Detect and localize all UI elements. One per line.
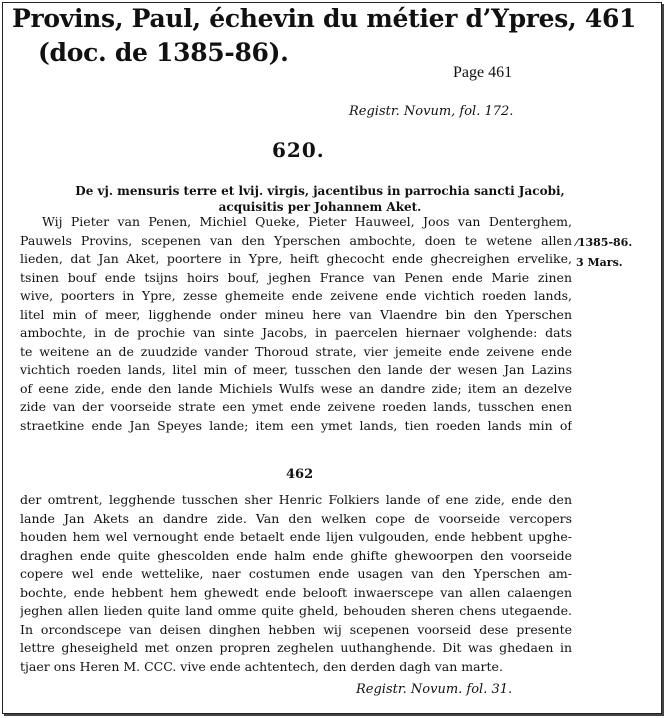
document-number: 620. [272,138,325,162]
text-line: draghen ende quite ghescolden ende halm ende ghifte ghewoorpen den voorseide [20,547,572,563]
text-line: zide van der voorseide strate een ymet ende zeivene roeden lands, tusschen enen [20,399,572,414]
text-line: der omtrent, legghende tusschen sher Henric Folkiers lande of ene zide, ende den [20,492,572,507]
entry-heading-date: (doc. de 1385-86). [38,38,289,67]
text-line: Wij Pieter van Penen, Michiel Queke, Pieter Hauweel, Joos van Denterghem, [42,214,572,229]
text-line: wive, poorters in Ypre, zesse ghemeite ende zeivene ende vichtich roeden lands, [20,288,572,303]
document-title-line-2: acquisitis per Johannem Aket. [218,200,422,214]
margin-date: ⁄1385-86. [576,236,633,249]
text-line: ambochte, in de prochie van sinte Jacobs, in paercelen hiernaer volghende: dats [20,325,572,340]
text-line: lettre gheseigheld met onzen propren zeghelen uuthanghende. Dit was ghedaen in [20,640,572,655]
page-label: Page 461 [453,64,513,81]
text-line: tjaer ons Heren M. CCC. vive ende achtentech, den derden dagh van marte. [20,658,503,674]
text-line: vichtich roeden lands, litel min of meer, tusschen den lande der wesen Jan Lazins [20,362,572,377]
text-line: lande Jan Akets an dandre zide. Van den welken cope de voorseide vercopers [20,510,572,526]
charter-text-part-2 [20,491,572,676]
margin-day: 3 Mars. [576,256,623,269]
text-line: jeghen allen lieden quite land omme quite gheld, behouden sheren chens utegaende. [20,603,572,618]
page-number-mid: 462 [286,467,314,482]
text-line: lieden, dat Jan Aket, poortere in Ypre, heift ghecocht ende ghecreighen ervelike, [20,251,572,266]
source-reference-bottom: Registr. Novum. fol. 31. [356,682,513,697]
text-line: In orcondscepe van deisen dinghen hebben wij scepenen voorseid dese presente [20,621,572,637]
text-line: houden hem wel vernought ende betaelt ende lijen vulgouden, ende hebbent upghe- [20,529,572,544]
text-line: tsinen bouf ende tsijns hoirs bouf, jeghen France van Penen ende Marie zinen [20,269,572,285]
text-line: of eene zide, ende den lande Michiels Wulfs wese an dandre zide; item an dezelve [20,380,572,396]
text-line: copere wel ende wettelike, naer costumen ende usagen van den Yperschen am- [20,566,572,581]
document-title-line-1: De vj. mensuris terre et lvij. virgis, jacentibus in parrochia sancti Jacobi, [75,184,565,198]
charter-text-part-1 [20,213,572,435]
text-line: straetkine ende Jan Speyes lande; item een ymet lands, tien roeden lands min of [20,417,572,433]
entry-heading: Provins, Paul, échevin du métier d’Ypres, 461 [12,4,637,33]
text-line: te weitene an de zuudzide vander Thoroud strate, vier jemeite ende zeivene ende [20,343,572,359]
text-line: Pauwels Provins, scepenen van den Yperschen ambochte, doen te wetene allen [20,232,572,248]
text-line: bochte, ende hebbent hem ghewedt ende belooft inwaerscepe van allen calaengen [20,584,572,600]
source-reference-top: Registr. Novum, fol. 172. [349,104,514,119]
text-line: litel min of meer, ligghende onder mineu here van Vlaendre bin den Yperschen [20,306,572,322]
